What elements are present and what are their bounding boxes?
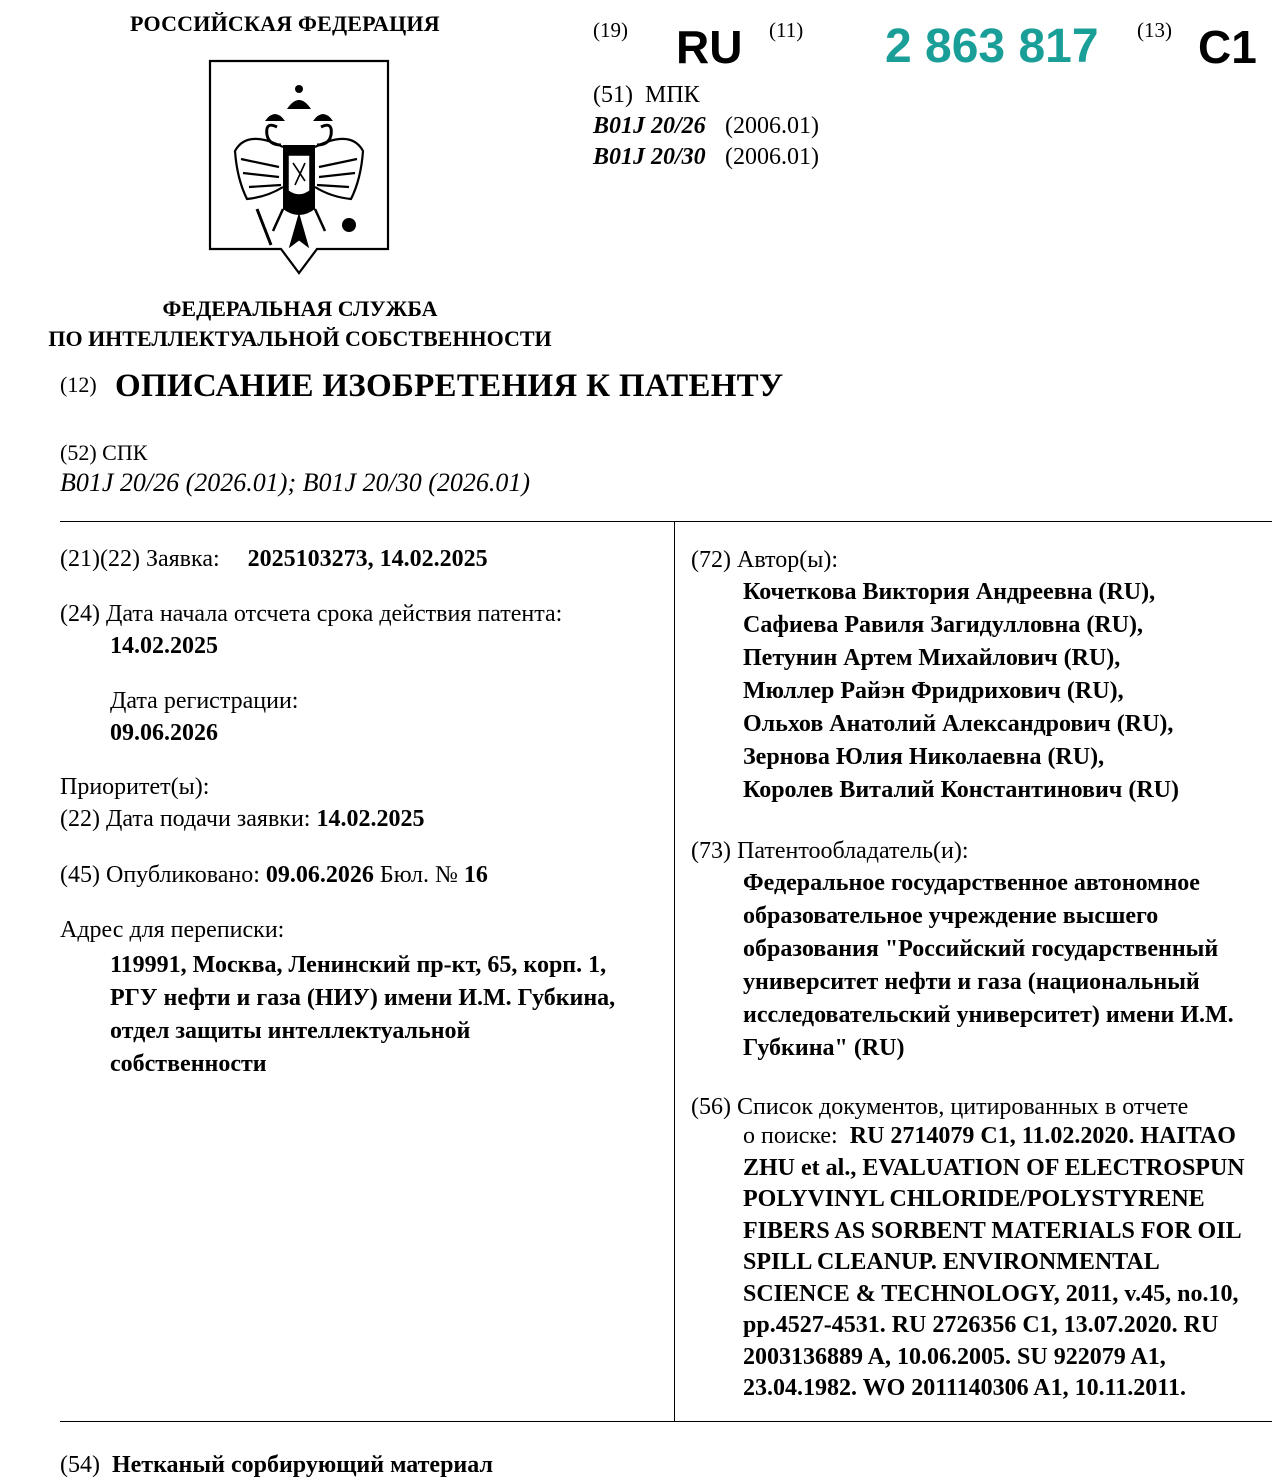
inid-code-13: (13) [1137, 18, 1172, 42]
owner-line: Губкина" (RU) [743, 1035, 905, 1061]
application-field [60, 545, 488, 573]
bulletin-value: 16 [463, 862, 488, 888]
inid-code-12: (12) [60, 372, 97, 397]
references-block [743, 1121, 1245, 1405]
author-name: Мюллер Райэн Фридрихович (RU), [743, 678, 1124, 704]
reference-line: ZHU et al., EVALUATION OF ELECTROSPUN [743, 1154, 1245, 1181]
owner-block [743, 867, 1234, 1065]
reference-line: SCIENCE & TECHNOLOGY, 2011, v.45, no.10, [743, 1280, 1239, 1307]
author-name: Королев Виталий Константинович (RU) [743, 777, 1179, 803]
author-name: Петунин Артем Михайлович (RU), [743, 645, 1121, 671]
ipc-item [593, 111, 819, 142]
ipc-version: (2006.01) [725, 113, 819, 139]
address-line: 119991, Москва, Ленинский пр-кт, 65, корп. 1, [110, 952, 607, 978]
owner-line: исследовательский университет) имени И.М. [743, 1002, 1234, 1028]
inid-code-11: (11) [769, 18, 804, 42]
author-name: Кочеткова Виктория Андреевна (RU), [743, 579, 1156, 605]
inid-code-19: (19) [593, 18, 628, 42]
cpc-value: B01J 20/26 (2026.01); B01J 20/30 (2026.01) [60, 468, 531, 497]
author-name: Сафиева Равиля Загидулловна (RU), [743, 612, 1143, 638]
application-label: (21)(22) Заявка: [60, 546, 220, 572]
application-value: 2025103273, 14.02.2025 [247, 546, 488, 572]
section-divider-top [60, 521, 1272, 522]
document-title: ОПИСАНИЕ ИЗОБРЕТЕНИЯ К ПАТЕНТУ [115, 368, 784, 404]
cpc-label: (52) СПК [60, 440, 148, 465]
ipc-classification [593, 80, 819, 173]
patent-number: 2 863 817 [885, 20, 1099, 73]
references-first-line [743, 1121, 1245, 1153]
published-value: 09.06.2026 [265, 862, 374, 888]
ipc-class: B01J 20/26 [593, 113, 706, 139]
references-label-cont: о поиске: [743, 1123, 838, 1149]
address-line: отдел защиты интеллектуальной [110, 1018, 471, 1044]
owner-line: университет нефти и газа (национальный [743, 969, 1200, 995]
office-name [0, 294, 600, 354]
term-start-value: 14.02.2025 [110, 633, 218, 659]
country-code: RU [676, 21, 743, 73]
owner-label: (73) Патентообладатель(и): [691, 838, 969, 864]
authors-list [743, 576, 1179, 807]
priority-label: Приоритет(ы): [60, 774, 210, 800]
ipc-label: МПК [644, 82, 700, 108]
reference-text: RU 2714079 C1, 11.02.2020. HAITAO [849, 1123, 1236, 1149]
reference-line: 23.04.1982. WO 2011140306 A1, 10.11.2011. [743, 1375, 1186, 1401]
invention-title: Нетканый сорбирующий материал [111, 1452, 493, 1478]
office-name-line2: ПО ИНТЕЛЛЕКТУАЛЬНОЙ СОБСТВЕННОСТИ [48, 326, 552, 351]
coat-of-arms-icon [207, 59, 391, 277]
author-name: Зернова Юлия Николаевна (RU), [743, 744, 1105, 770]
cpc-classification [60, 438, 530, 498]
reference-line: pp.4527-4531. RU 2726356 C1, 13.07.2020. RU [743, 1312, 1219, 1338]
published-field [60, 861, 488, 889]
owner-line: Федеральное государственное автономное [743, 870, 1200, 896]
column-divider [674, 521, 675, 1421]
ipc-code: (51) [593, 82, 633, 108]
bulletin-label: Бюл. № [379, 862, 458, 888]
references-label: (56) Список документов, цитированных в отчете [691, 1094, 1189, 1120]
published-label: (45) Опубликовано: [60, 862, 260, 888]
ipc-item [593, 142, 819, 173]
office-name-line1: ФЕДЕРАЛЬНАЯ СЛУЖБА [162, 296, 438, 321]
inid-code-54: (54) [60, 1452, 100, 1478]
address-block [110, 949, 615, 1081]
author-name: Ольхов Анатолий Александрович (RU), [743, 711, 1174, 737]
filing-date-value: 14.02.2025 [316, 806, 425, 832]
reference-line: FIBERS AS SORBENT MATERIALS FOR OIL [743, 1217, 1242, 1244]
address-label: Адрес для переписки: [60, 917, 285, 943]
ipc-version: (2006.01) [725, 144, 819, 170]
section-divider-bottom [60, 1421, 1272, 1422]
term-start-label: (24) Дата начала отсчета срока действия патента: [60, 601, 563, 627]
reference-line: SPILL CLEANUP. ENVIRONMENTAL [743, 1249, 1160, 1275]
filing-date-label: (22) Дата подачи заявки: [60, 806, 311, 832]
filing-date-field [60, 805, 424, 833]
kind-code: C1 [1198, 21, 1257, 73]
owner-line: образовательное учреждение высшего [743, 903, 1159, 929]
address-line: собственности [110, 1051, 267, 1077]
registration-value: 09.06.2026 [110, 720, 218, 746]
reference-line: POLYVINYL CHLORIDE/POLYSTYRENE [743, 1186, 1205, 1212]
country-name: РОССИЙСКАЯ ФЕДЕРАЦИЯ [130, 11, 440, 36]
reference-line: 2003136889 A, 10.06.2005. SU 922079 A1, [743, 1343, 1166, 1370]
registration-label: Дата регистрации: [110, 688, 299, 714]
ipc-class: B01J 20/30 [593, 144, 706, 170]
address-line: РГУ нефти и газа (НИУ) имени И.М. Губкина, [110, 985, 616, 1011]
invention-title-field [60, 1451, 493, 1479]
owner-line: образования "Российский государственный [743, 936, 1219, 962]
authors-label: (72) Автор(ы): [691, 547, 838, 573]
